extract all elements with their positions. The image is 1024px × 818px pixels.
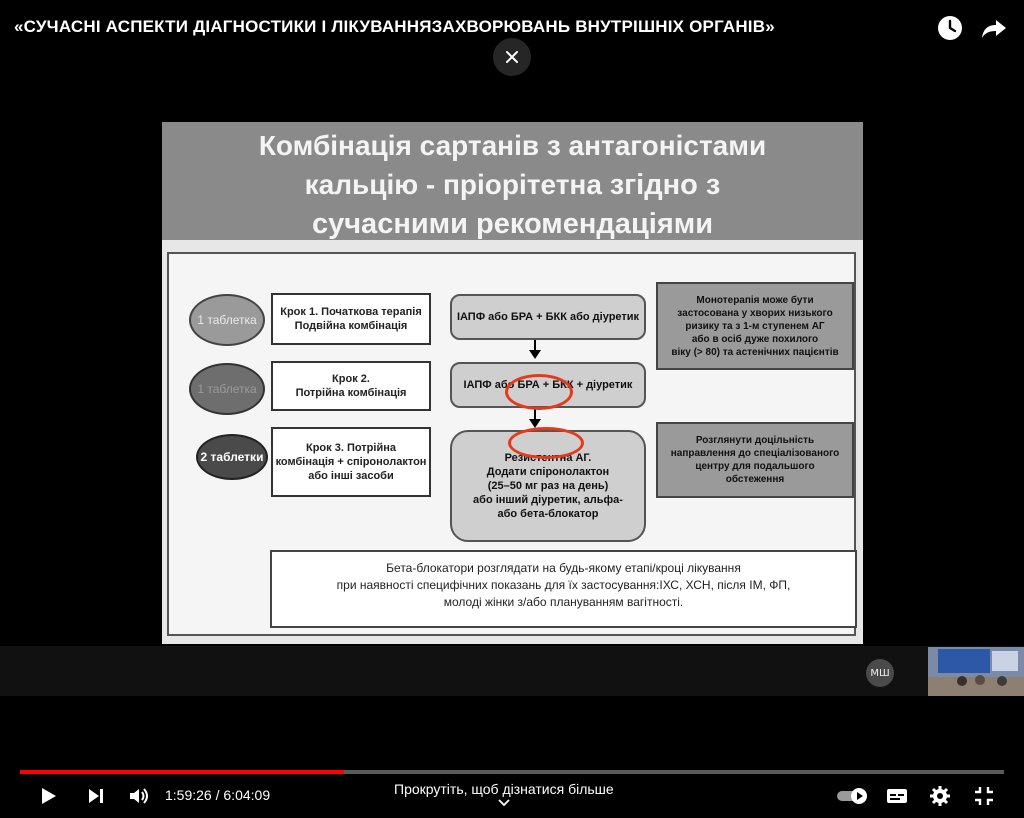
subtitles-button[interactable]: [885, 784, 909, 808]
pill-step3: 2 таблетки: [196, 434, 268, 480]
resistant-line4: або інший діуретик, альфа-: [473, 494, 623, 506]
exit-fullscreen-icon: [972, 784, 996, 808]
slide-title-line2-b: згідно з: [609, 169, 721, 201]
monotherapy-note-box: [656, 282, 854, 370]
monotherapy-line4: або в осіб дуже похилого: [691, 333, 819, 345]
participant-avatar[interactable]: МШ: [866, 659, 894, 687]
step-1-box: [271, 293, 431, 345]
highlight-ellipse-1: [505, 374, 573, 410]
slide-header: [162, 122, 863, 240]
progress-bar[interactable]: [20, 770, 1004, 774]
pill-step2: 1 таблетка: [189, 363, 265, 415]
video-title[interactable]: «СУЧАСНІ АСПЕКТИ ДІАГНОСТИКИ І ЛІКУВАННЯЗАХВОРЮВАНЬ ВНУТРІШНІХ ОРГАНІВ»: [14, 17, 775, 36]
presentation-slide: [162, 122, 863, 644]
slide-title: [162, 126, 863, 244]
regimen-2-box: ІАПФ або БРА + БКК + діуретик: [450, 362, 646, 408]
participant-video-thumbnail[interactable]: [928, 647, 1024, 696]
note-line3: молоді жінки з/або плануванням вагітності.: [443, 595, 684, 609]
close-button[interactable]: [493, 38, 531, 76]
monotherapy-line5: віку (> 80) та астенічних пацієнтів: [671, 346, 839, 358]
current-time: 1:59:26: [165, 787, 212, 803]
subtitles-icon: [885, 784, 909, 808]
note-line2: при наявності специфічних показань для їх застосування:ІХС, ХСН, після ІМ, ФП,: [336, 578, 791, 592]
resistant-line1: Резистентна АГ.: [504, 452, 592, 464]
share-icon[interactable]: [980, 14, 1008, 42]
flow-arrow-head-1: [529, 350, 541, 359]
time-separator: /: [215, 787, 220, 803]
volume-icon: [127, 784, 151, 808]
exit-fullscreen-button[interactable]: [972, 784, 996, 808]
pill-step1: 1 таблетка: [189, 294, 265, 346]
resistant-line3: (25–50 мг раз на день): [487, 480, 609, 492]
monotherapy-line2: застосована у хворих низького: [677, 307, 833, 319]
monotherapy-line3: ризику та з 1-м ступенем АГ: [685, 320, 825, 332]
slide-title-line2-a: кальцію - пріорітетна: [304, 169, 610, 200]
settings-button[interactable]: [928, 784, 952, 808]
scroll-hint-text: Прокрутіть, щоб дізнатися більше: [394, 781, 614, 797]
referral-line3: центру для подальшого: [695, 461, 815, 472]
play-button[interactable]: [36, 784, 60, 808]
gear-icon: [928, 784, 952, 808]
scroll-hint[interactable]: [394, 781, 614, 807]
referral-line1: Розглянути доцільність: [695, 435, 815, 446]
duration: 6:04:09: [223, 787, 271, 803]
watch-later-clock-icon[interactable]: [936, 14, 964, 42]
progress-played: [20, 770, 344, 774]
flow-arrow-line-1: [534, 340, 536, 350]
step-3-box: [271, 427, 431, 497]
referral-line2: направлення до спеціалізованого: [670, 448, 840, 459]
beta-blocker-note-box: [270, 550, 857, 628]
monotherapy-line1: Монотерапія може бути: [696, 294, 814, 306]
step-1-line1: Крок 1. Початкова терапія: [280, 306, 422, 318]
slide-title-line2: [162, 165, 863, 205]
step-3-line3: або інші засоби: [308, 470, 394, 482]
referral-line4: обстеження: [725, 474, 785, 485]
resistant-line5: або бета-блокатор: [497, 508, 599, 520]
autoplay-toggle[interactable]: [835, 784, 871, 808]
close-icon: [505, 50, 519, 64]
step-3-line1: Крок 3. Потрійна: [306, 442, 396, 454]
step-2-line1: Крок 2.: [332, 373, 370, 385]
time-display: [165, 787, 270, 803]
step-2-line2: Потрійна комбінація: [295, 387, 407, 399]
volume-button[interactable]: [127, 784, 151, 808]
regimen-1-box: ІАПФ або БРА + БКК або діуретик: [450, 294, 646, 340]
referral-note-box: [656, 422, 854, 498]
note-line1: Бета-блокатори розглядати на будь-якому етапі/кроці лікування: [386, 561, 741, 575]
chevron-down-icon: [394, 797, 614, 807]
next-button[interactable]: [84, 784, 108, 808]
step-2-box: [271, 361, 431, 411]
highlight-ellipse-2: [508, 427, 584, 459]
skip-next-icon: [84, 784, 108, 808]
slide-title-line3: сучасними рекомендаціями: [311, 208, 714, 240]
autoplay-toggle-icon: [835, 784, 871, 808]
resistant-line2: Додати спіронолактон: [486, 466, 610, 478]
step-3-line2: комбінація + спіронолактон: [275, 456, 427, 468]
play-icon: [36, 784, 60, 808]
step-1-line2: Подвійна комбінація: [294, 320, 408, 332]
slide-title-line1: Комбінація сартанів з антагоністами: [258, 130, 767, 161]
